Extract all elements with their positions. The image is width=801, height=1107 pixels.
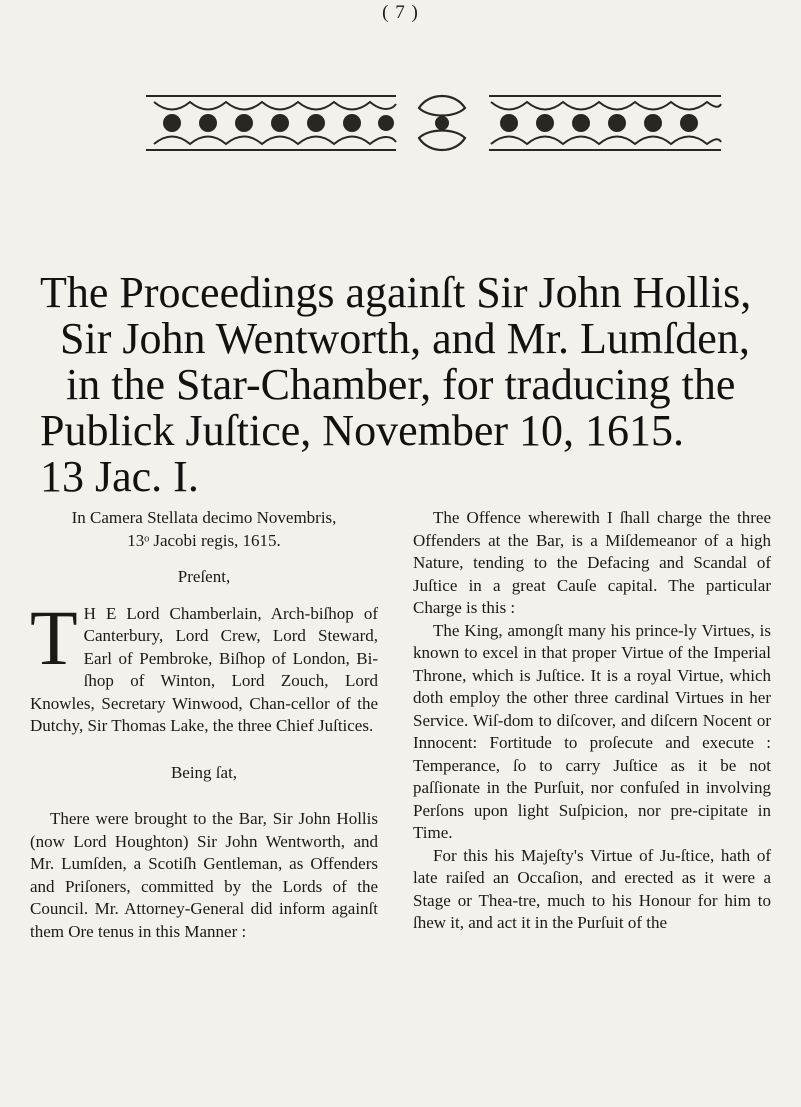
court-heading-line-2: 13ᵒ Jacobi regis, 1615. [127, 530, 281, 550]
title-line-4: Publick Juſtice, November 10, 1615. [40, 406, 685, 455]
title-line-3: in the Star-Chamber, for traducing the [66, 360, 736, 409]
right-paragraph-2: The King, amongſt many his prince-ly Virtues, is known to excel in that proper Virtue of the Imperial Throne, which is Juſtice. It is a royal Virtue, which doth employ the other three cardinal Virtues in her Service. Wiſ-dom to diſcover, and diſcern Nocent or Innocent: Fortitude to proſecute and execute : Temperance, ſo to carry Juſtice as it be not paſſionate in the Purſuit, nor confuſed in involving Perſons upon light Suſpicion, nor pre-cipitate in Time. [413, 620, 771, 842]
present-label: Preſent, [177, 567, 231, 586]
drop-cap: T [30, 593, 78, 681]
sitting-label: Being ſat, [170, 762, 238, 782]
right-paragraph-3: For this his Majeſty's Virtue of Ju-ſtice, hath of late raiſed an Occaſion, and erected as it were a Stage or Thea-tre, much to his Honour for him to ſhew it, and act it in the Purſuit of the [413, 845, 771, 932]
ornament-band-left [142, 88, 400, 158]
page-number: ( 7 ) [382, 2, 419, 23]
right-paragraph-1: The Offence wherewith I ſhall charge the three Offenders at the Bar, is a Miſdemeanor of a high Nature, tending to the Defacing and Scandal of Juſtice in a great Cauſe capital. The particular Charge is this : [413, 508, 771, 617]
title-line-2: Sir John Wentworth, and Mr. Lumſden, [60, 314, 750, 363]
right-column [413, 507, 771, 935]
present-list-paragraph [30, 593, 378, 738]
left-body-paragraph: There were brought to the Bar, Sir John Hollis (now Lord Houghton) Sir John Wentworth, and Mr. Lumſden, a Scotiſh Gentleman, as Offenders and Priſoners, committed by the Lords of the Council. Mr. Attorney-General did inform againſt them Ore tenus in this Manner : [30, 809, 378, 941]
ornament-band-right [485, 88, 725, 158]
title-line-5: 13 Jac. I. [40, 452, 199, 501]
left-column [30, 507, 378, 943]
title-line-1: The Proceedings againſt Sir John Hollis, [40, 268, 752, 317]
court-heading-line-1: In Camera Stellata decimo Novembris, [71, 508, 337, 527]
ornament-center [413, 88, 471, 158]
document-title [40, 270, 800, 500]
present-list-text: H E Lord Chamberlain, Arch-biſhop of Canterbury, Lord Crew, Lord Steward, Earl of Pembroke, Biſhop of London, Bi-ſhop of Winton, Lord Zouch, Lord Knowles, Secretary Winwood, Chan-cellor of the Dutchy, Sir Thomas Lake, the three Chief Juſtices. [30, 603, 378, 735]
